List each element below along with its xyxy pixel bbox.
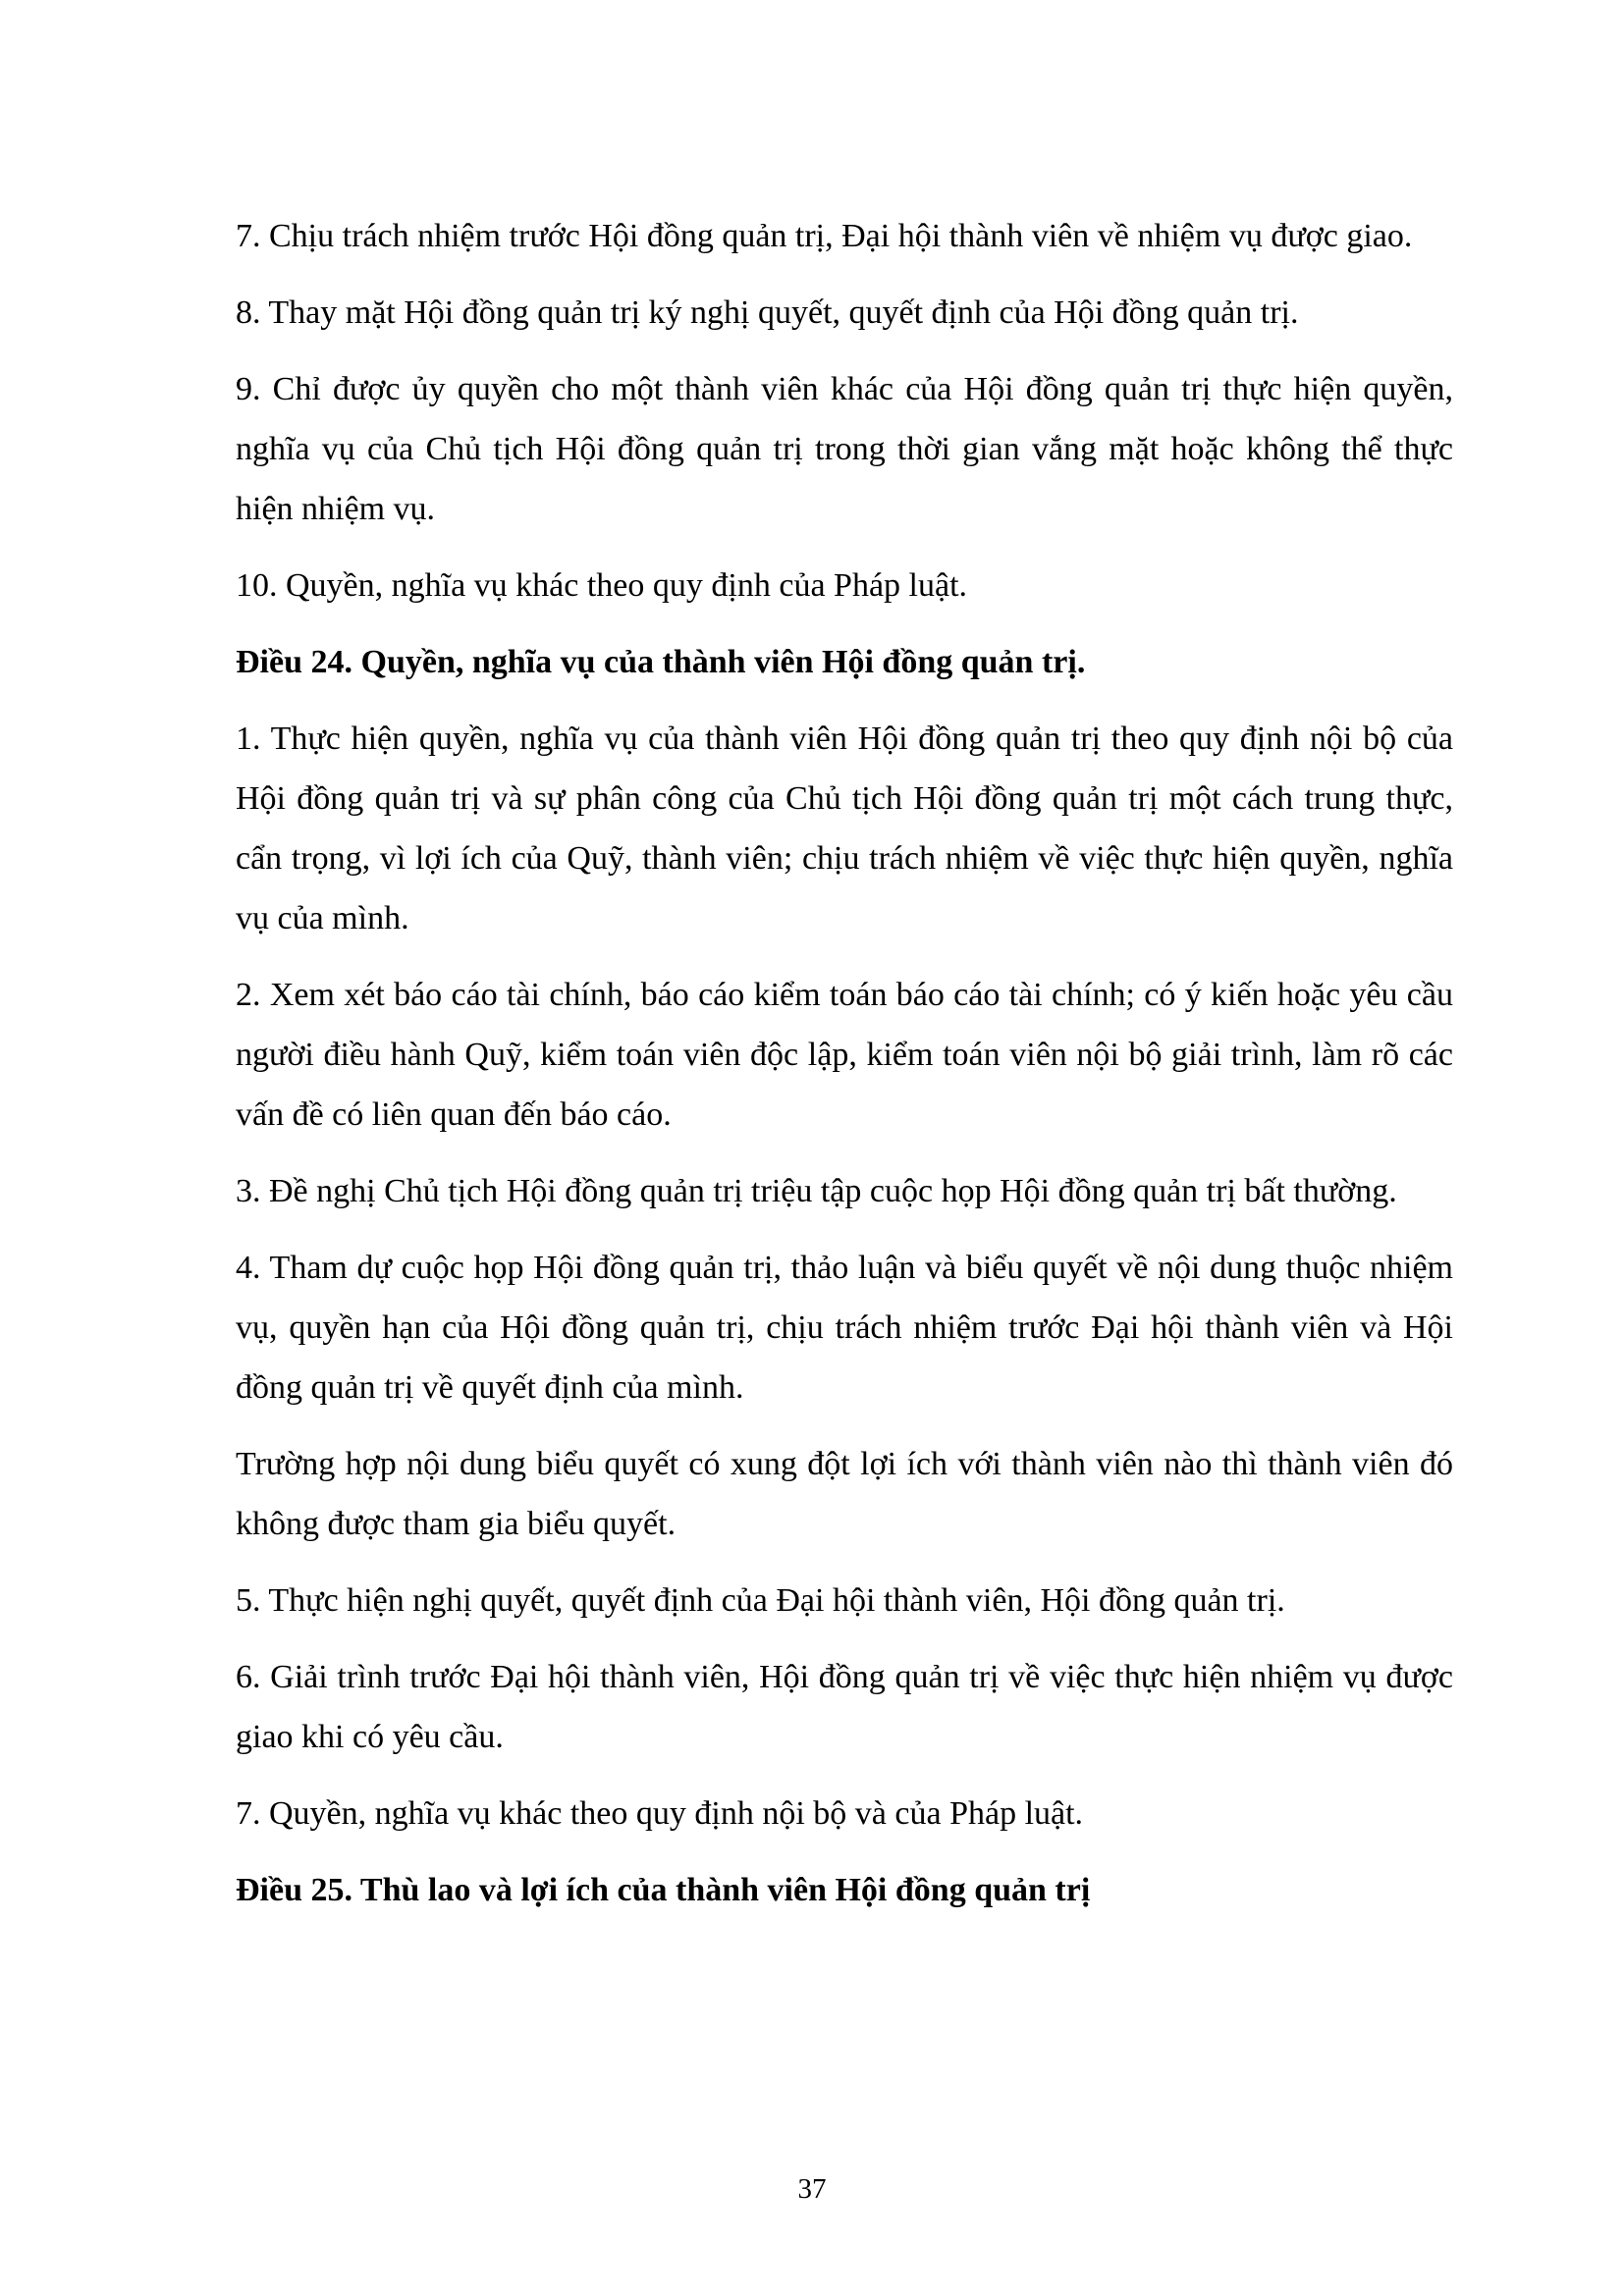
paragraph-7-chair-responsibility: 7. Chịu trách nhiệm trước Hội đồng quản trị, Đại hội thành viên về nhiệm vụ được giao.	[236, 218, 1413, 254]
article-24-item-3: 3. Đề nghị Chủ tịch Hội đồng quản trị triệu tập cuộc họp Hội đồng quản trị bất thường.	[236, 1173, 1397, 1209]
paragraph-10-other-rights: 10. Quyền, nghĩa vụ khác theo quy định của Pháp luật.	[236, 567, 968, 604]
document-body	[236, 206, 1453, 1937]
article-24-heading: Điều 24. Quyền, nghĩa vụ của thành viên Hội đồng quản trị.	[236, 644, 1086, 680]
page-number: 37	[797, 2173, 827, 2205]
paragraph-8-sign-resolutions: 8. Thay mặt Hội đồng quản trị ký nghị quyết, quyết định của Hội đồng quản trị.	[236, 294, 1299, 331]
article-24-item-1: 1. Thực hiện quyền, nghĩa vụ của thành viên Hội đồng quản trị theo quy định nội bộ của Hội đồng quản trị và sự phân công của Chủ tịch Hội đồng quản trị một cách trung thực, cẩn trọng, vì lợi ích của Quỹ, thành viên; chịu trách nhiệm về việc thực hiện quyền, nghĩa vụ của mình.	[236, 721, 1453, 936]
article-24-item-2: 2. Xem xét báo cáo tài chính, báo cáo kiểm toán báo cáo tài chính; có ý kiến hoặc yêu cầu người điều hành Quỹ, kiểm toán viên độc lập, kiểm toán viên nội bộ giải trình, làm rõ các vấn đề có liên quan đến báo cáo.	[236, 977, 1453, 1133]
article-24-item-6: 6. Giải trình trước Đại hội thành viên, Hội đồng quản trị về việc thực hiện nhiệm vụ được giao khi có yêu cầu.	[236, 1659, 1453, 1755]
article-25-heading: Điều 25. Thù lao và lợi ích của thành viên Hội đồng quản trị	[236, 1872, 1091, 1908]
article-24-item-7: 7. Quyền, nghĩa vụ khác theo quy định nội bộ và của Pháp luật.	[236, 1795, 1084, 1832]
article-24-item-5: 5. Thực hiện nghị quyết, quyết định của Đại hội thành viên, Hội đồng quản trị.	[236, 1582, 1285, 1619]
article-24-item-4-conflict-note: Trường hợp nội dung biểu quyết có xung đột lợi ích với thành viên nào thì thành viên đó không được tham gia biểu quyết.	[236, 1446, 1453, 1542]
article-24-item-4: 4. Tham dự cuộc họp Hội đồng quản trị, thảo luận và biểu quyết về nội dung thuộc nhiệm vụ, quyền hạn của Hội đồng quản trị, chịu trách nhiệm trước Đại hội thành viên và Hội đồng quản trị về quyết định của mình.	[236, 1250, 1453, 1406]
paragraph-9-authorization: 9. Chỉ được ủy quyền cho một thành viên khác của Hội đồng quản trị thực hiện quyền, nghĩa vụ của Chủ tịch Hội đồng quản trị trong thời gian vắng mặt hoặc không thể thực hiện nhiệm vụ.	[236, 371, 1453, 527]
